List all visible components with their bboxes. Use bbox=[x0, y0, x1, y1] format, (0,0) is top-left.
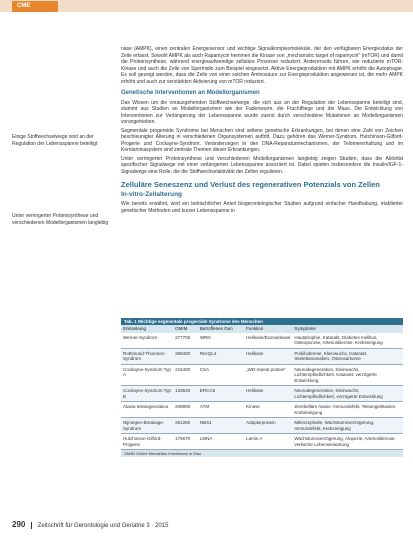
section-heading: Zelluläre Seneszenz und Verlust des regenerativen Potenzials von Zellen bbox=[121, 180, 380, 189]
cell: 176670 bbox=[173, 434, 198, 450]
cell: Adapterprotein bbox=[244, 418, 292, 434]
cell: Helikase/Exonuklease bbox=[244, 333, 292, 349]
journal-name: Zeitschrift für Gerontologie und Geriatrie 3 · 2015 bbox=[37, 523, 169, 529]
cell: Mikrozephalie, Wachstumsverzögerung, Immundefekt, Krebsneigung bbox=[292, 418, 403, 434]
paragraph: Segmentale progeroide Syndrome bei Menschen sind seltene genetische Erkrankungen, bei denen eine Zahl von Zeichen beschleunigter Alterung in verschiedenen Organsystemen auftritt. Dazu gehören das Werner-Syndrom, Hutchinson-Gilford-Progerie und Cockayne-Syndrom. Veränderungen in den DNA-Reparaturmechanismen, der Telomererhaltung und im Kernlaminasystem sind zentrale Themen dieser Erkrankungen. bbox=[121, 127, 403, 153]
cell: 133540 bbox=[173, 386, 198, 402]
table-row bbox=[121, 333, 403, 349]
col-header: Erkrankung bbox=[121, 325, 173, 333]
paragraph: Unter verringerter Proteinsynthese und verschiedenen Modellorganismen langlebig zeigen Studien, dass die Aktivität spezifischer Signalwege mit einer verlängerten Lebensspanne assoziiert ist. Dabei spielen insbesondere die Insulin/IGF-1-Signalwege eine Rolle, die die Stoffwechselaktivität der Zellen regulieren. bbox=[121, 155, 403, 175]
page-footer bbox=[12, 520, 168, 529]
cell: Rothmund-Thomson-Syndrom bbox=[121, 348, 173, 364]
cell: Wachstumsverzögerung, Alopezie, Arteriosklerose, verkürzte Lebenserwartung bbox=[292, 434, 403, 450]
col-header: Funktion bbox=[244, 325, 292, 333]
paragraph: nase (AMPK), einen zentralen Energiesensor und wichtige Signalkomplexmoleküle, der den verfügbaren Energiestatus der Zelle erfasst. Sowohl AMPK als auch Rapamycin hemmen die Kinase von „mechanistic target of rapamycin" (mTOR) und damit die Proteinsynthese, während energieaufwendige zelluläre Prozesse reduziert. Andererseits führen, wie reduzierte mTOR-Kinase und auch die Zelle von Spermidin zum Beispiel eingesetzt. Aktive Energieproduktion mit AMPK erhöht die Autophagie. Es soll gezeigt werden, dass die Zelle von einer solchen Aminosäure zur Energieproduktion angewiesen ist, die mehr AMPK erhöht und auch zur verstärkten Aktivierung von mTOR reduziert. bbox=[121, 46, 403, 85]
cell: Helikase bbox=[244, 386, 292, 402]
cell: Neurodegeneration, Kleinwuchs, Lichtempfindlichkeit, Katarakt, verzögerte Entwicklung bbox=[292, 364, 403, 386]
table bbox=[121, 325, 403, 450]
cell: CSA bbox=[198, 364, 244, 386]
cme-tag: CME bbox=[12, 1, 58, 12]
cell: Kinase bbox=[244, 402, 292, 418]
cell: Nijmegen-Breakage-Syndrom bbox=[121, 418, 173, 434]
subsection-heading: In-vitro-Zellalterung bbox=[121, 190, 183, 198]
paragraph: Das Wissen um die vorausgehenden Stoffwechselwege, die sich aus an der Regulation der Lebensspanne beteiligt sind, stammt aus Studien an Modellorganismen wie der Fadenwurm, die Fruchtfliege und die Maus. Die Entwicklung von Interventionen zur Verlängerung der Lebensspanne wurde zuerst durch verschiedene Mutationen an Modellorganismen vorangetrieben. bbox=[121, 99, 403, 125]
cell: NBS1 bbox=[198, 418, 244, 434]
cell: 268400 bbox=[173, 348, 198, 364]
cell: Ataxia teleangiectatica bbox=[121, 402, 173, 418]
table-row bbox=[121, 386, 403, 402]
cell: Cockayne-Syndrom Typ A bbox=[121, 364, 173, 386]
table-header-row bbox=[121, 325, 403, 333]
cell: Cockayne-Syndrom Typ B bbox=[121, 386, 173, 402]
cell: WRN bbox=[198, 333, 244, 349]
footer-separator bbox=[31, 522, 32, 529]
cell: Helikase bbox=[244, 348, 292, 364]
cell: Lamin A bbox=[244, 434, 292, 450]
cell: Hutchinson-Gilford-Progerie bbox=[121, 434, 173, 450]
cell: 251260 bbox=[173, 418, 198, 434]
paragraph: Wie bereits erwähnt, wird ein beträchtlicher Anteil biogerontologischer Studien aufgrund einfacher Handhabung, etablierter genetischer Methoden und kurzer Lebensspanne in bbox=[121, 201, 403, 214]
cell: 277700 bbox=[173, 333, 198, 349]
cell: Hautatrophie, Katarakt, Diabetes mellitus, Osteoporose, Arteriosklerose, Krebsneigung bbox=[292, 333, 403, 349]
table-caption: Tab. 1 Wichtige segmentale progeroide Syndrome des Menschen bbox=[121, 318, 403, 325]
section-subheading: Genetische Interventionen an Modellorganismen bbox=[121, 90, 260, 96]
table-row bbox=[121, 402, 403, 418]
sidenote-2: Unter verringerter Proteinsynthese und verschiedenen Modellorganismen langlebig bbox=[12, 213, 109, 226]
sidenote-1: Einige Stoffwechselwege sind an der Regulation der Lebensspanne beteiligt bbox=[12, 134, 98, 147]
table-row bbox=[121, 418, 403, 434]
cell: 208900 bbox=[173, 402, 198, 418]
table-row bbox=[121, 348, 403, 364]
table-row bbox=[121, 434, 403, 450]
page-number: 290 bbox=[12, 520, 26, 529]
col-header: Symptome bbox=[292, 325, 403, 333]
cell: 216400 bbox=[173, 364, 198, 386]
cell: Neurodegeneration, Kleinwuchs, Lichtempfindlichkeit, verzögerte Entwicklung bbox=[292, 386, 403, 402]
cell: Zerebelläre Ataxie, Immundefekt, Teleangiektasien, Krebsneigung bbox=[292, 402, 403, 418]
cell: RecQL4 bbox=[198, 348, 244, 364]
cell: ATM bbox=[198, 402, 244, 418]
col-header: Betroffenes Gen bbox=[198, 325, 244, 333]
article-body bbox=[121, 46, 403, 216]
syndrome-table bbox=[121, 318, 403, 457]
cme-header-bar bbox=[0, 0, 413, 12]
cell: Poikilodermie, Kleinwuchs, Katarakt, Skelettanomalien, Osteosarkome bbox=[292, 348, 403, 364]
cell: Werner-Syndrom bbox=[121, 333, 173, 349]
cell: „WD-repeat protein" bbox=[244, 364, 292, 386]
col-header: OMIM bbox=[173, 325, 198, 333]
cell: LMNA bbox=[198, 434, 244, 450]
table-row bbox=[121, 364, 403, 386]
cell: ERCC6 bbox=[198, 386, 244, 402]
table-footnote: OMIM Online Mendelian Inheritance in Man bbox=[121, 450, 403, 457]
